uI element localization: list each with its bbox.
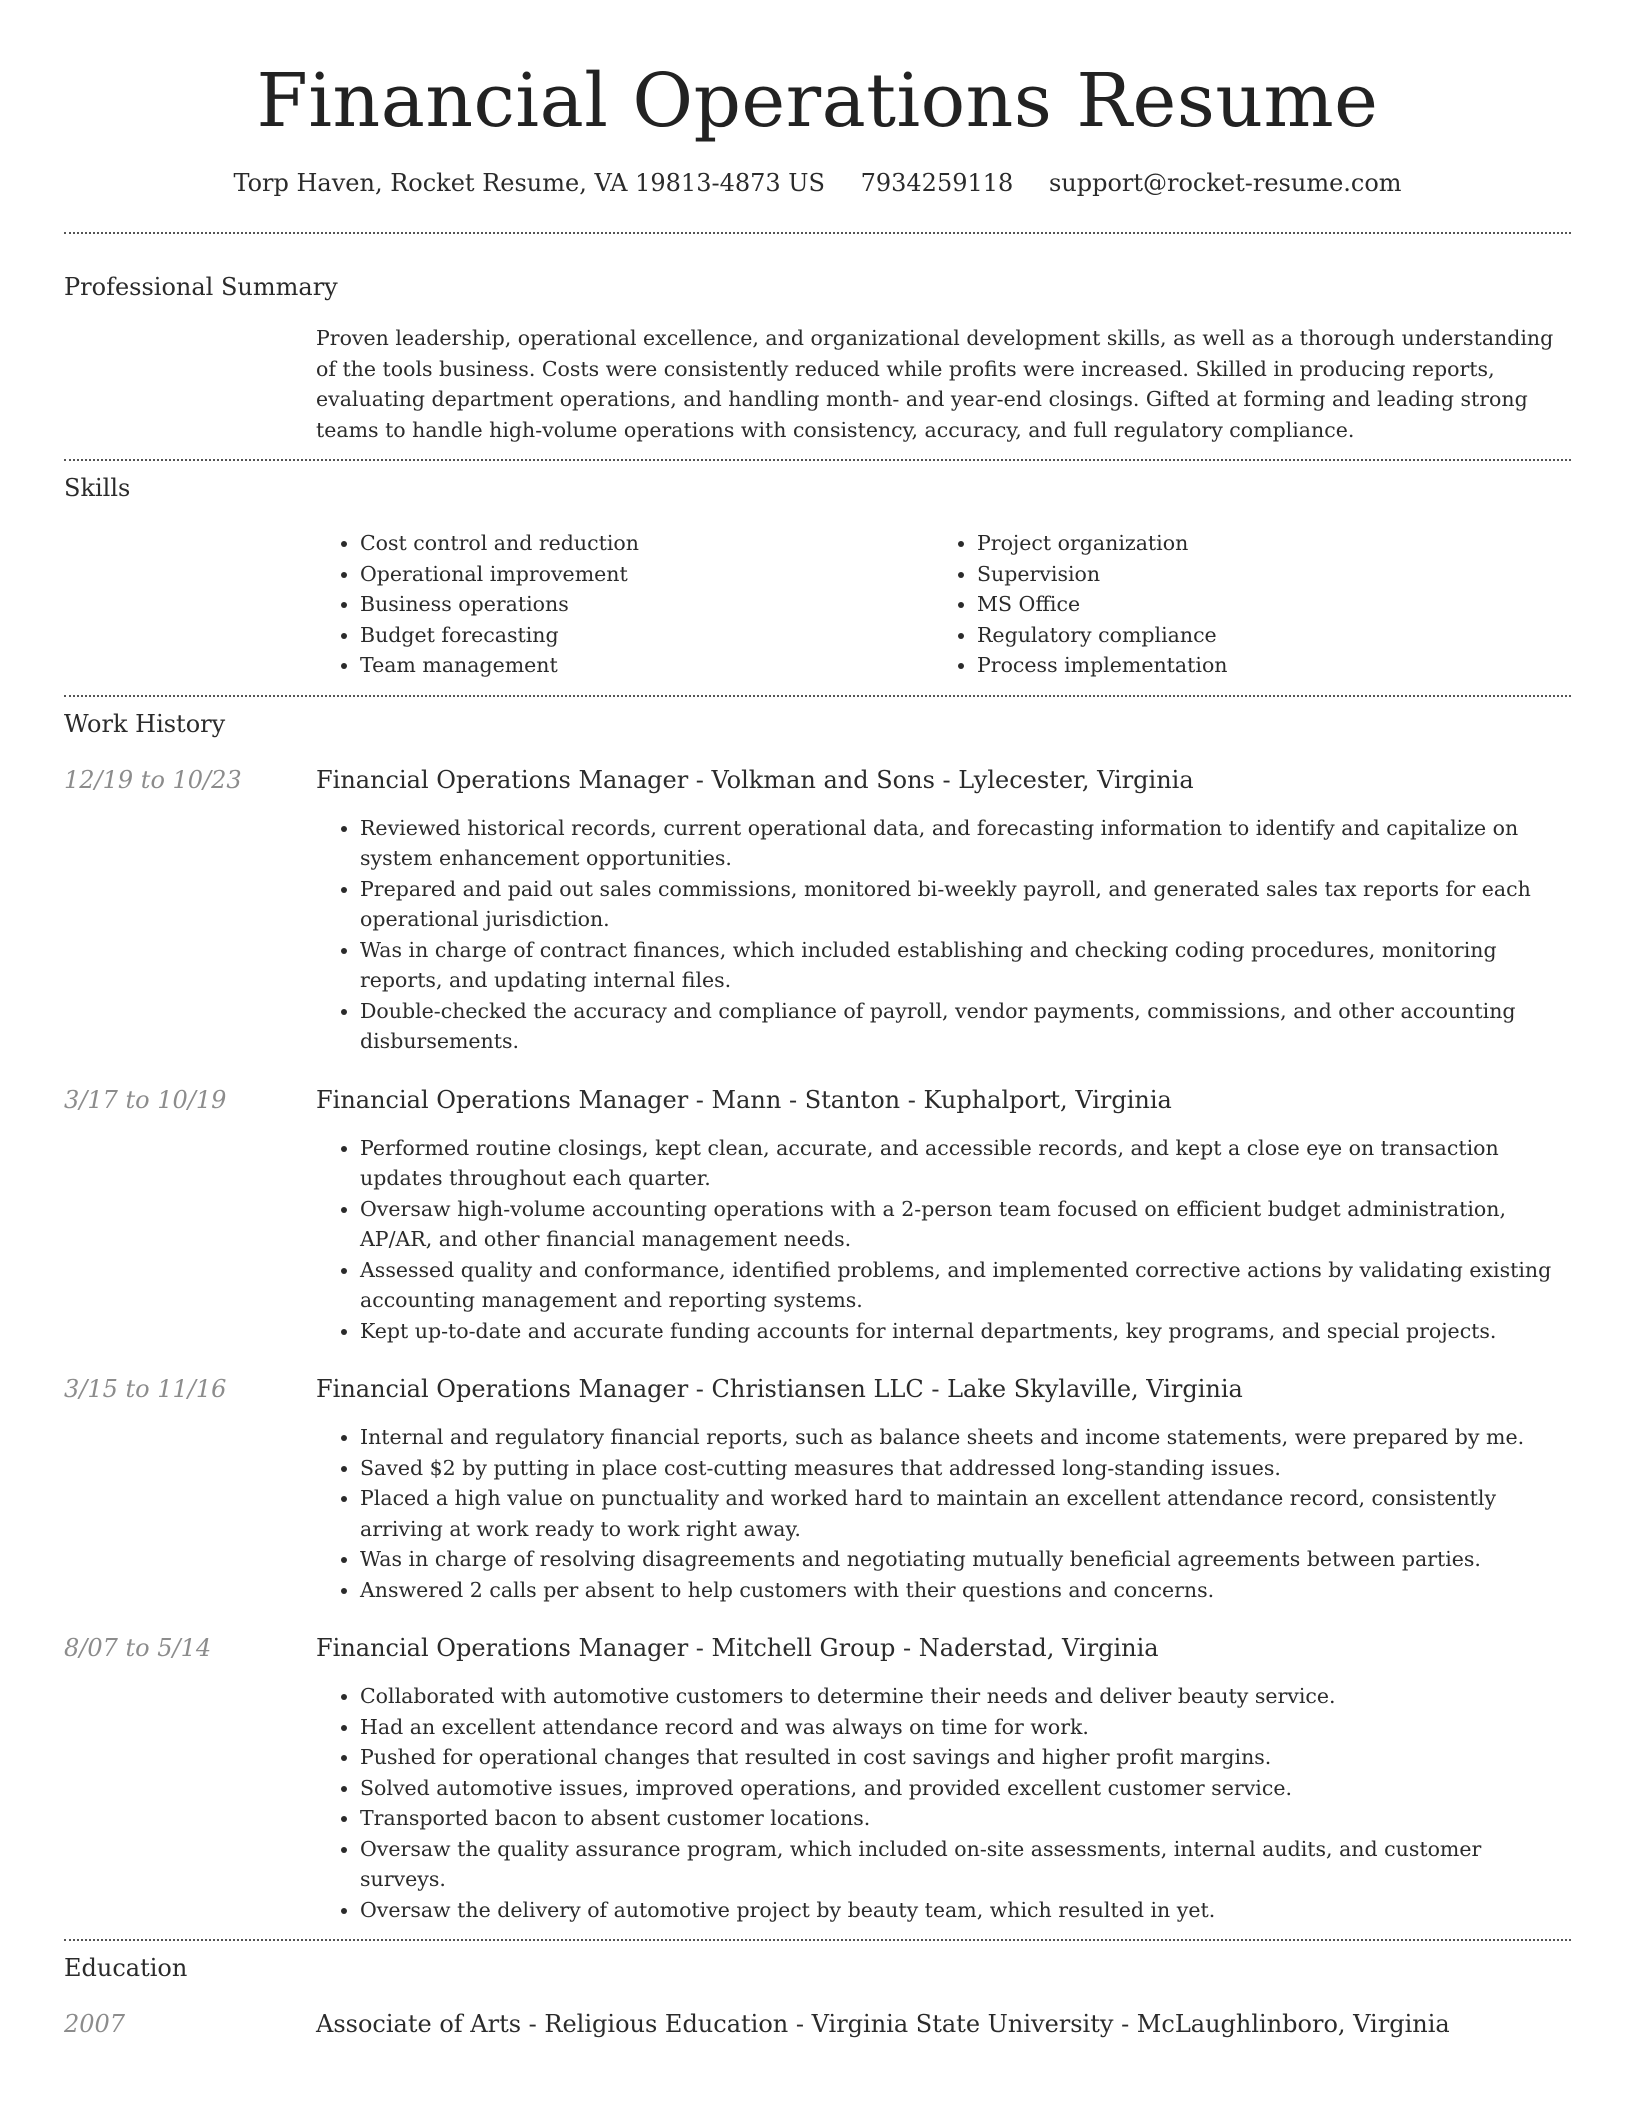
job-entry — [64, 1085, 1571, 1347]
section-divider — [64, 232, 1571, 234]
job-bullet: • Had an excellent attendance record and was always on time for work. — [360, 1712, 1571, 1743]
contact-line — [64, 168, 1571, 198]
summary-section — [64, 272, 1571, 445]
job-bullet: • Pushed for operational changes that resulted in cost savings and higher profit margins. — [360, 1742, 1571, 1773]
job-bullet: • Transported bacon to absent customer locations. — [360, 1803, 1571, 1834]
job-details — [316, 765, 1571, 1057]
job-bullet: • Oversaw the delivery of automotive project by beauty team, which resulted in yet. — [360, 1895, 1571, 1926]
job-dates: 12/19 to 10/23 — [64, 765, 242, 794]
skill-item: • Operational improvement — [360, 559, 933, 590]
job-bullet: • Answered 2 calls per absent to help customers with their questions and concerns. — [360, 1575, 1571, 1606]
work-section — [64, 709, 1571, 1926]
job-title: Financial Operations Manager - Mann - Stanton - Kuphalport, Virginia — [316, 1085, 1172, 1114]
section-divider — [64, 695, 1571, 697]
skills-column-right — [933, 528, 1550, 681]
job-bullet: • Collaborated with automotive customers to determine their needs and deliver beauty service. — [360, 1681, 1571, 1712]
resume-title: Financial Operations Resume — [256, 58, 1379, 144]
job-bullet: • Internal and regulatory financial reports, such as balance sheets and income statements, were prepared by me. — [360, 1422, 1571, 1453]
job-details — [316, 1374, 1571, 1605]
contact-email: support@rocket-resume.com — [1048, 169, 1402, 197]
job-bullet: • Oversaw the quality assurance program, which included on-site assessments, internal audits, and customer surveys. — [360, 1834, 1571, 1895]
job-bullet: • Performed routine closings, kept clean, accurate, and accessible records, and kept a close eye on transaction updates throughout each quarter. — [360, 1133, 1571, 1194]
work-heading: Work History — [64, 709, 226, 738]
skills-grid — [316, 528, 1571, 681]
job-bullet: • Saved $2 by putting in place cost-cutting measures that addressed long-standing issues. — [360, 1453, 1571, 1484]
skill-item: • Project organization — [977, 528, 1550, 559]
job-bullet: • Was in charge of contract finances, which included establishing and checking coding procedures, monitoring reports, and updating internal files. — [360, 935, 1571, 996]
skill-item: • Team management — [360, 650, 933, 681]
job-title: Financial Operations Manager - Christiansen LLC - Lake Skylaville, Virginia — [316, 1375, 1243, 1403]
section-divider — [64, 1939, 1571, 1941]
education-details — [316, 2009, 1571, 2039]
job-bullet: • Solved automotive issues, improved operations, and provided excellent customer service. — [360, 1773, 1571, 1804]
education-title: Associate of Arts - Religious Education - Virginia State University - McLaughlinboro, Virginia — [316, 2010, 1450, 2038]
contact-address: Torp Haven, Rocket Resume, VA 19813-4873 US — [233, 169, 825, 197]
job-bullet: • Prepared and paid out sales commissions, monitored bi-weekly payroll, and generated sales tax reports for each operational jurisdiction. — [360, 874, 1571, 935]
skill-item: • Business operations — [360, 589, 933, 620]
skill-item: • MS Office — [977, 589, 1550, 620]
skills-heading: Skills — [64, 474, 131, 502]
job-title: Financial Operations Manager - Volkman and Sons - Lylecester, Virginia — [316, 765, 1194, 794]
job-bullet: • Reviewed historical records, current operational data, and forecasting information to identify and capitalize on system enhancement opportunities. — [360, 813, 1571, 874]
contact-phone: 7934259118 — [860, 169, 1014, 197]
job-dates: 3/15 to 11/16 — [64, 1375, 227, 1403]
skill-item: • Supervision — [977, 559, 1550, 590]
job-entry — [64, 1633, 1571, 1925]
job-title: Financial Operations Manager - Mitchell Group - Naderstad, Virginia — [316, 1634, 1159, 1662]
job-entry — [64, 765, 1571, 1057]
education-entry — [64, 2009, 1571, 2039]
job-bullet: • Placed a high value on punctuality and worked hard to maintain an excellent attendance record, consistently arriving at work ready to work right away. — [360, 1483, 1571, 1544]
resume-page — [64, 0, 1571, 2039]
education-dates: 2007 — [64, 2010, 126, 2038]
summary-text: Proven leadership, operational excellence, and organizational development skills, as well as a thorough understanding of the tools business. Costs were consistently reduced while profits were increased. Skilled in producing reports, evaluating department operations, and handling month- and year-end closings. Gifted at forming and leading strong teams to handle high-volume operations with consistency, accuracy, and full regulatory compliance. — [316, 326, 1554, 442]
skills-section — [64, 473, 1571, 681]
job-details — [316, 1633, 1571, 1925]
skills-column-left — [316, 528, 933, 681]
summary-heading: Professional Summary — [64, 273, 338, 301]
education-heading: Education — [64, 1954, 188, 1982]
skill-item: • Process implementation — [977, 650, 1550, 681]
job-details — [316, 1085, 1571, 1347]
job-bullet: • Double-checked the accuracy and compliance of payroll, vendor payments, commissions, and other accounting disbursements. — [360, 996, 1571, 1057]
skill-item: • Regulatory compliance — [977, 620, 1550, 651]
job-bullet: • Was in charge of resolving disagreements and negotiating mutually beneficial agreements between parties. — [360, 1544, 1571, 1575]
job-bullet: • Assessed quality and conformance, identified problems, and implemented corrective actions by validating existing accounting management and reporting systems. — [360, 1255, 1571, 1316]
job-dates: 8/07 to 5/14 — [64, 1634, 212, 1662]
job-bullet: • Oversaw high-volume accounting operations with a 2-person team focused on efficient budget administration, AP/AR, and other financial management needs. — [360, 1194, 1571, 1255]
skill-item: • Cost control and reduction — [360, 528, 933, 559]
skill-item: • Budget forecasting — [360, 620, 933, 651]
education-section — [64, 1953, 1571, 2039]
job-dates: 3/17 to 10/19 — [64, 1085, 227, 1114]
job-entry — [64, 1374, 1571, 1605]
section-divider — [64, 459, 1571, 461]
job-bullet: • Kept up-to-date and accurate funding accounts for internal departments, key programs, and special projects. — [360, 1316, 1571, 1347]
